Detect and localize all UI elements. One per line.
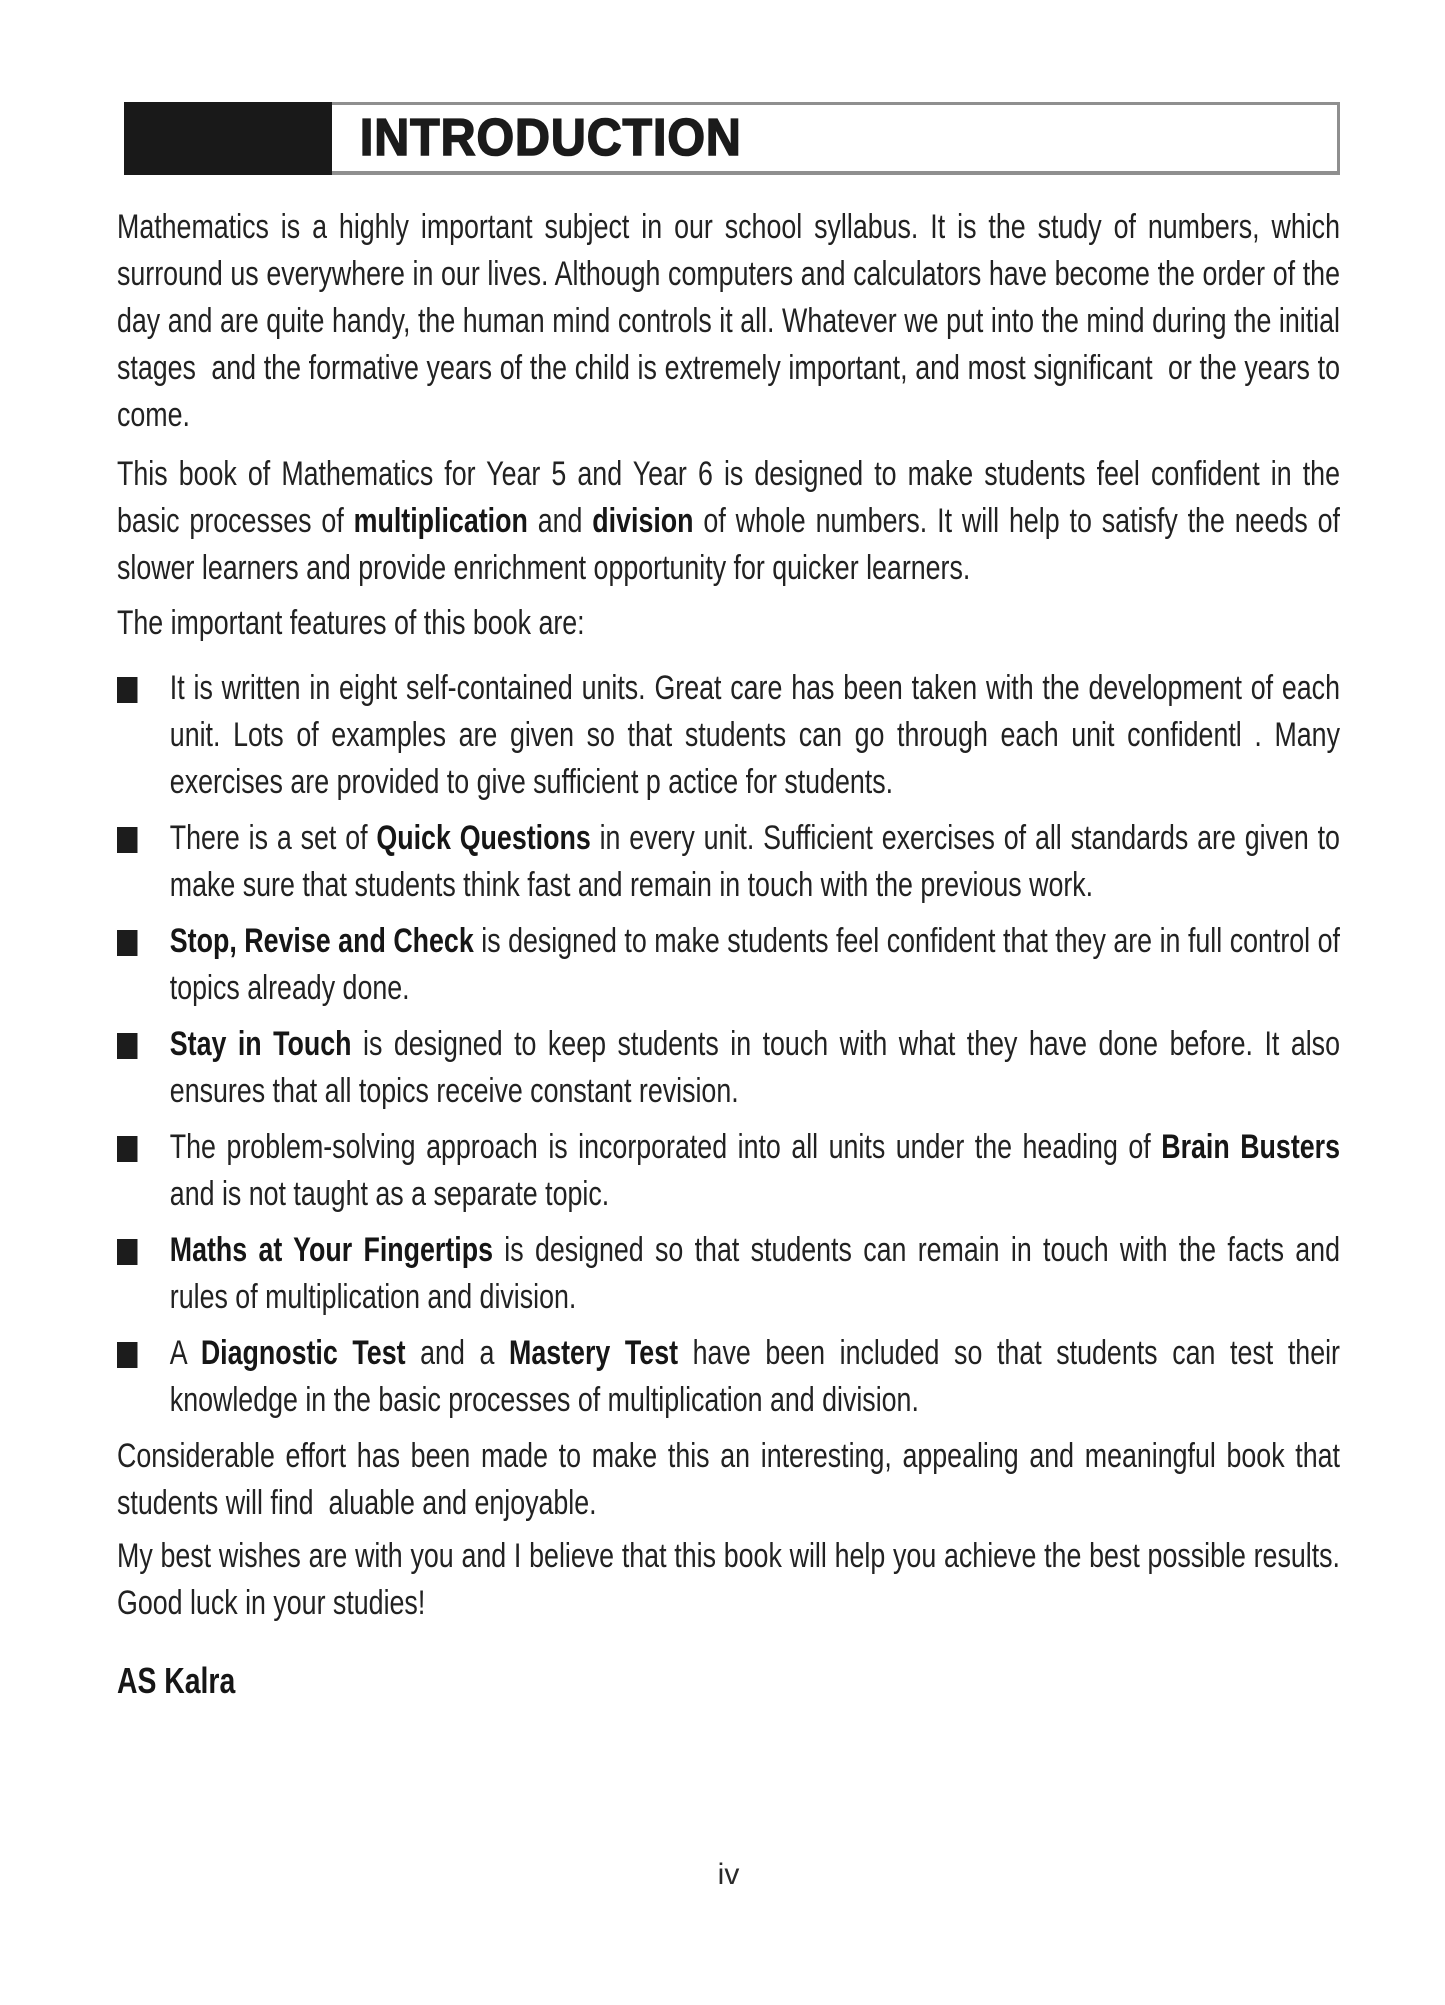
bullet-item [117,1124,1340,1218]
bullet-square-icon [117,1136,137,1162]
bullet-square-icon [117,930,137,956]
page-number: iv [717,1858,740,1891]
introduction-text [117,204,1340,1704]
bullet-item [117,918,1340,1012]
chapter-header [124,102,1340,175]
header-title-box [332,102,1340,175]
bullet-square-icon [117,1342,137,1368]
bullet-text: It is written in eight self-contained units. Great care has been taken with the development of each unit. Lots of examples are given so that students can go through each unit confidentl . Many exercises are provided to give sufficient p actice for students. [169,669,1340,801]
bullet-item [117,1330,1340,1424]
bullet-text: A Diagnostic Test and a Mastery Test have been included so that students can test their knowledge in the basic processes of multiplication and division. [169,1334,1340,1419]
author-signature: AS Kalra [117,1660,236,1701]
bullet-text: Stop, Revise and Check is designed to make students feel confident that they are in full control of topics already done. [169,922,1340,1007]
bullet-text: There is a set of Quick Questions in every unit. Sufficient exercises of all standards are given to make sure that students think fast and remain in touch with the previous work. [169,819,1340,904]
bullet-square-icon [117,827,137,853]
bullet-item [117,815,1340,909]
bullet-text: The problem-solving approach is incorporated into all units under the heading of Brain Busters and is not taught as a separate topic. [169,1128,1340,1213]
page-title: INTRODUCTION [359,109,742,167]
bullet-item [117,665,1340,806]
paragraph: Mathematics is a highly important subject in our school syllabus. It is the study of numbers, which surround us everywhere in our lives. Although computers and calculators have become the order of the day and are quite handy, the human mind controls it all. Whatever we put into the mind during the initial stages and the formative years of the child is extremely important, and most significant or the years to come. [117,208,1340,434]
paragraph: The important features of this book are: [117,604,585,642]
paragraph: This book of Mathematics for Year 5 and Year 6 is designed to make students feel confident in the basic processes of multiplication and division of whole numbers. It will help to satisfy the needs of slower learners and provide enrichment opportunity for quicker learners. [117,455,1340,587]
paragraph: My best wishes are with you and I believe that this book will help you achieve the best possible results. Good luck in your studies! [117,1537,1340,1622]
bullet-item [117,1021,1340,1115]
bullet-item [117,1227,1340,1321]
bullet-text: Maths at Your Fingertips is designed so that students can remain in touch with the facts and rules of multiplication and division. [169,1231,1340,1316]
bullet-text: Stay in Touch is designed to keep students in touch with what they have done before. It also ensures that all topics receive constant revision. [169,1025,1340,1110]
bullet-square-icon [117,1033,137,1059]
paragraph: Considerable effort has been made to make this an interesting, appealing and meaningful book that students will find aluable and enjoyable. [117,1437,1340,1522]
bullet-square-icon [117,677,137,703]
bullet-square-icon [117,1239,137,1265]
header-black-block [124,102,332,175]
